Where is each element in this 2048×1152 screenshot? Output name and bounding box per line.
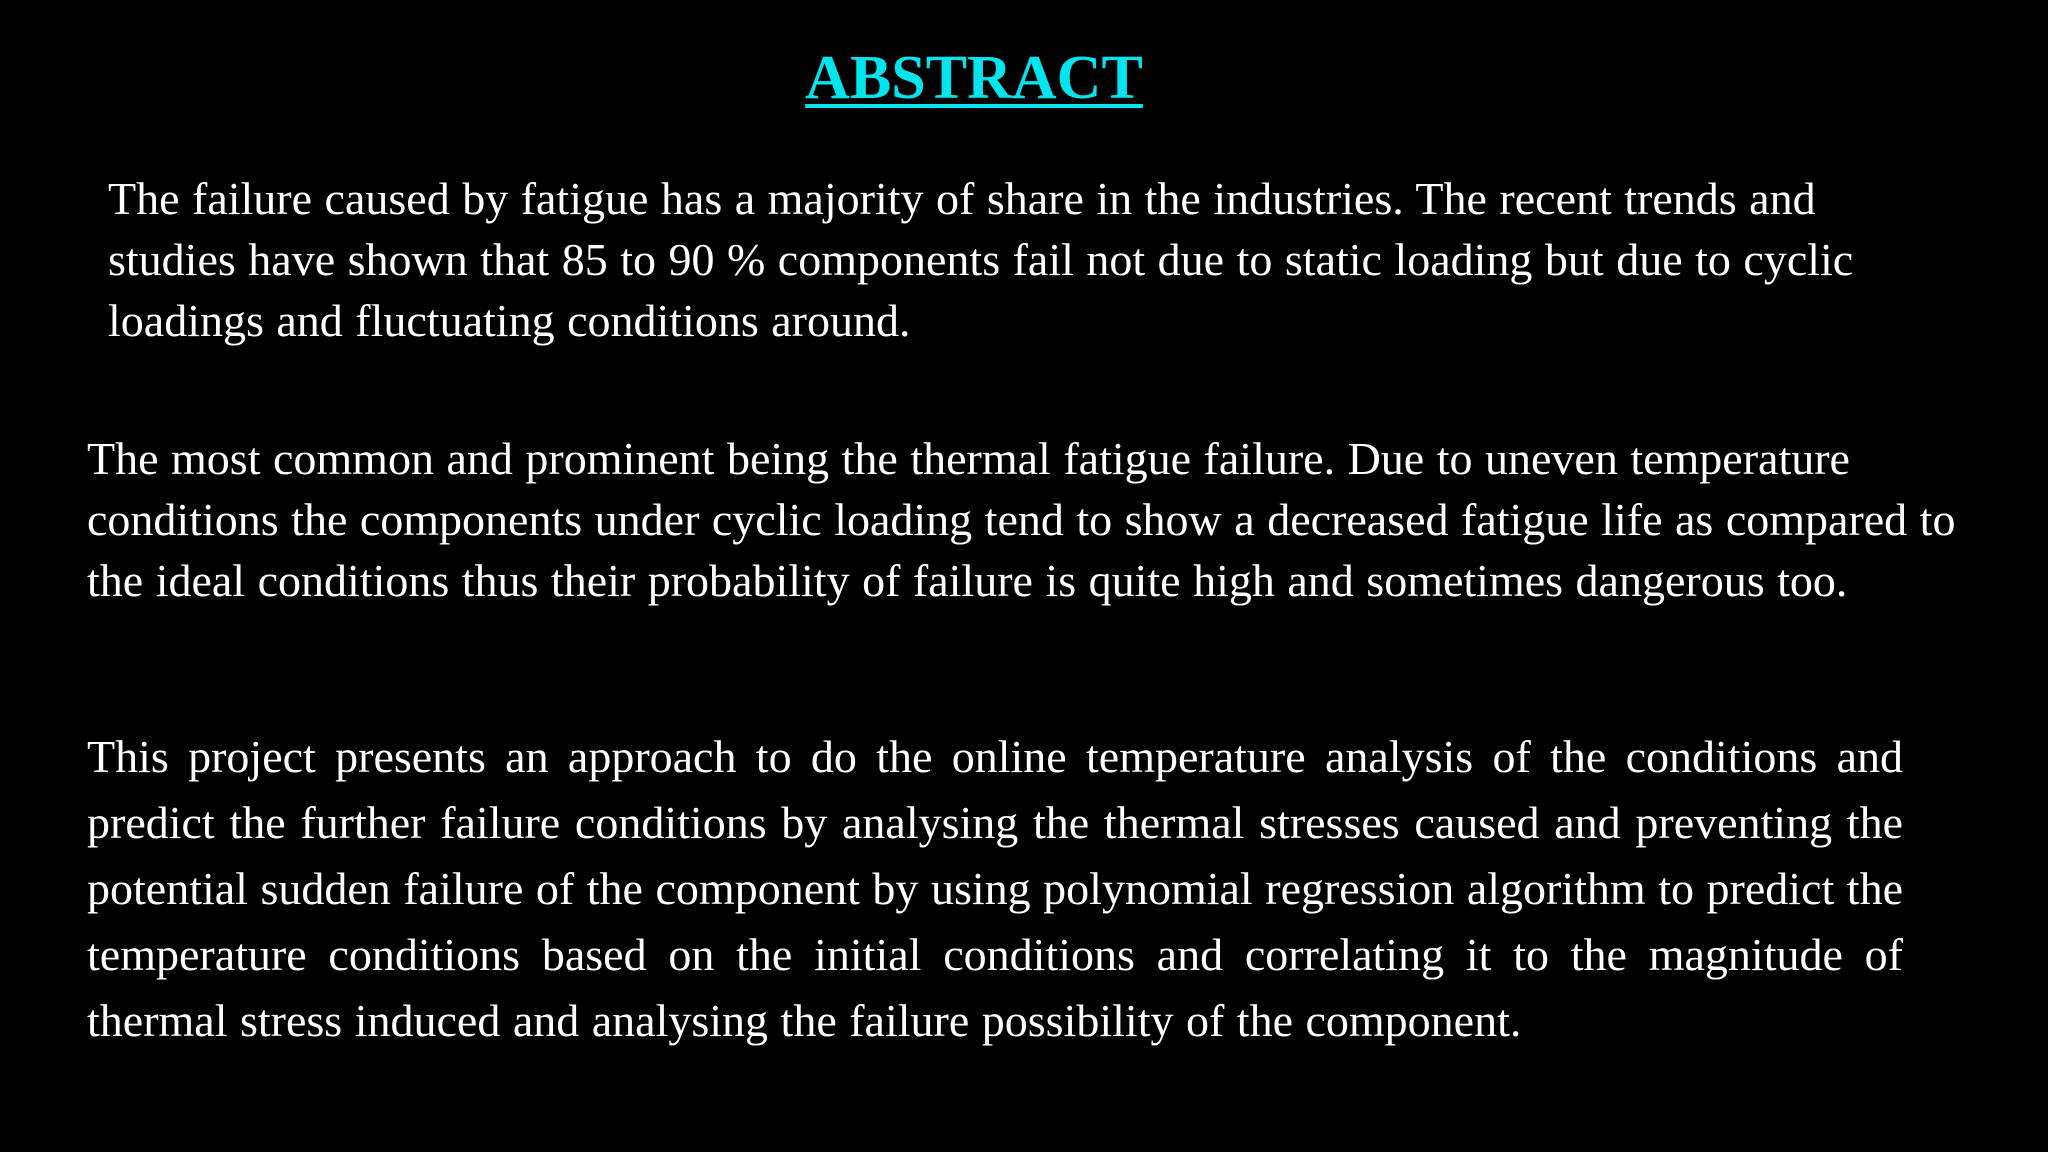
abstract-paragraph-1: The failure caused by fatigue has a majority of share in the industries. The recent trends and studies have shown that 85 to 90 % components fail not due to static loading but due to cyclic loadings and fluctuating conditions around.	[108, 173, 1854, 346]
abstract-paragraph-3: This project presents an approach to do the online temperature analysis of the conditions and predict the further failure conditions by analysing the thermal stresses caused and preventing the potential sudden failure of the component by using polynomial regression algorithm to predict the temperature conditions based on the initial conditions and correlating it to the magnitude of thermal stress induced and analysing the failure possibility of the component.	[87, 731, 1903, 1046]
slide-title: ABSTRACT	[805, 44, 1143, 112]
abstract-paragraph-2: The most common and prominent being the thermal fatigue failure. Due to uneven temperature conditions the components under cyclic loading tend to show a decreased fatigue life as compared to the ideal conditions thus their probability of failure is quite high and sometimes dangerous too.	[87, 433, 1956, 606]
